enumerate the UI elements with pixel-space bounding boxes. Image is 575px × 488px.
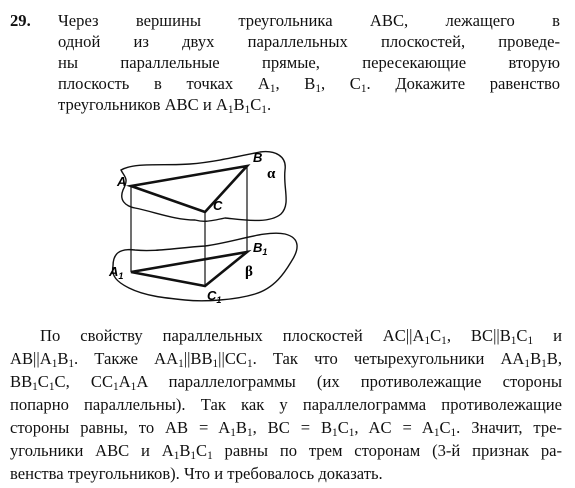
- label-B: B: [253, 150, 263, 165]
- geometry-figure: [95, 148, 320, 318]
- triangle-ABC: [131, 166, 247, 212]
- label-B1: $B_1$: [253, 240, 268, 257]
- problem-line-2: одной из двух параллельных плоскостей, проведе-: [58, 32, 560, 51]
- solution-line-5: стороны равны, то AB = $A_1B_1$, BC = $B_1C_1$, AC = $A_1C_1$. Значит, тре-: [10, 418, 563, 439]
- solution-line-1: По свойству параллельных плоскостей $AC||A_1C_1$, $BC||B_1C_1$ и: [40, 326, 562, 347]
- label-C1: $C_1$: [207, 288, 222, 305]
- label-beta: β: [245, 264, 253, 280]
- label-alpha: α: [267, 166, 276, 182]
- problem-number: 29.: [10, 11, 31, 30]
- solution-line-2: $AB||A_1B_1$. Также $AA_1||BB_1||CC_1$. Так что четырехугольники $AA_1B_1B$,: [10, 349, 562, 370]
- figure-svg: [95, 148, 320, 318]
- label-A: A: [117, 174, 127, 189]
- solution-line-4: попарно параллельны). Так как у параллелограмма противолежащие: [10, 395, 562, 414]
- solution-block: [10, 324, 562, 485]
- problem-line-3: ны параллельные прямые, пересекающие вторую: [58, 53, 560, 72]
- solution-line-6: угольники ABC и $A_1B_1C_1$ равны по трем сторонам (3-й признак ра-: [10, 441, 563, 462]
- label-A1: $A_1$: [109, 264, 124, 281]
- problem-block: [10, 10, 560, 115]
- triangle-A1B1C1: [131, 252, 247, 286]
- solution-line-3: $BB_1C_1C$, $CC_1A_1A$ параллелограммы (их противолежащие стороны: [10, 372, 562, 393]
- problem-line-4: плоскость в точках $A_1$, $B_1$, $C_1$. Докажите равенство: [58, 74, 560, 95]
- problem-line-5: треугольников ABC и $A_1B_1C_1$.: [58, 95, 272, 116]
- solution-line-7: венства треугольников). Что и требовалось доказать.: [10, 464, 383, 483]
- problem-line-1: Через вершины треугольника ABC, лежащего в: [58, 11, 560, 30]
- label-C: C: [213, 198, 223, 213]
